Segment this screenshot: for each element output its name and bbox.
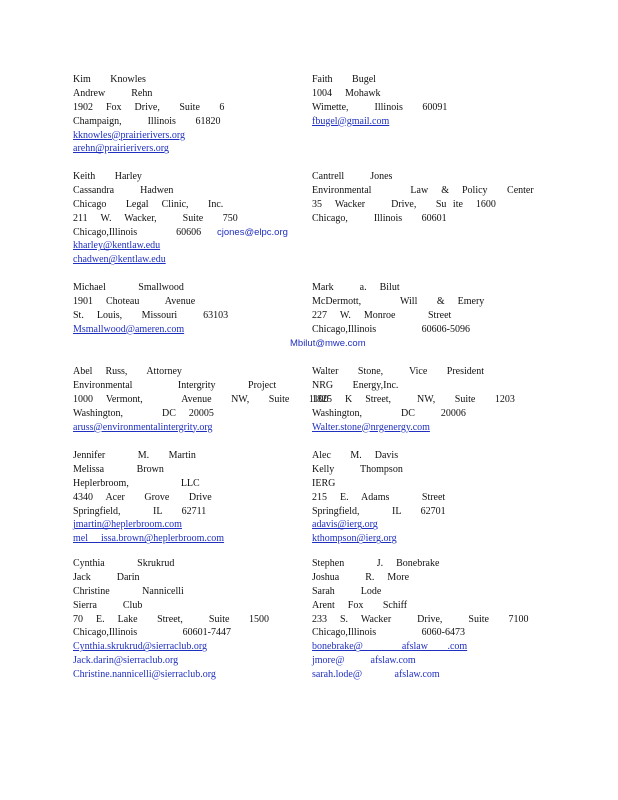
contact-city: Springfield, IL 62701 xyxy=(312,505,446,517)
email-link[interactable]: Cynthia.skrukrud@sierraclub.org xyxy=(73,641,207,653)
contact-name: Cantrell Jones xyxy=(312,171,393,182)
contact-block-stone xyxy=(312,365,562,434)
contact-organization: McDermott, Will & Emery xyxy=(312,295,485,307)
contact-city: Chicago,Illinois 6060-6473 xyxy=(312,627,465,639)
email-link[interactable]: Walter.stone@nrgenergy.com xyxy=(312,421,430,433)
contact-name: Joshua R. More xyxy=(312,571,410,583)
contact-address: 1000 Vermont, Avenue NW, Suite 1100 xyxy=(73,393,329,405)
contact-block-martin-brown xyxy=(73,449,323,546)
contact-address: 211 W. Wacker, Suite 750 xyxy=(73,212,238,224)
email-link[interactable]: Christine.nannicelli@sierraclub.org xyxy=(73,669,216,681)
contact-city: Chicago,Illinois 60601-7447 xyxy=(73,627,231,639)
contact-address: 1902 Fox Drive, Suite 6 xyxy=(73,101,225,113)
contact-organization: Chicago Legal Clinic, Inc. xyxy=(73,198,224,210)
contact-block-davis-thompson xyxy=(312,449,562,546)
contact-block-bilut xyxy=(312,281,562,337)
contact-address: 1825 K Street, NW, Suite 1203 xyxy=(312,393,515,405)
contact-organization: NRG Energy,Inc. xyxy=(312,379,399,391)
contact-city: Washington, DC 20005 xyxy=(73,407,214,419)
contact-name: Faith Bugel xyxy=(312,74,376,85)
contact-city: Wimette, Illinois 60091 xyxy=(312,101,448,113)
contact-name: Abel Russ, Attorney xyxy=(73,366,182,377)
email-link[interactable]: chadwen@kentlaw.edu xyxy=(73,254,166,266)
email-link[interactable]: Msmallwood@ameren.com xyxy=(73,323,185,335)
contact-address: 1901 Choteau Avenue xyxy=(73,295,196,307)
email-link[interactable]: kharley@kentlaw.edu xyxy=(73,240,161,252)
contact-name: Kim Knowles xyxy=(73,74,146,85)
contact-block-jones xyxy=(312,170,562,226)
contact-name: Mark a. Bilut xyxy=(312,282,400,293)
contact-name: Stephen J. Bonebrake xyxy=(312,558,440,569)
contact-city: Washington, DC 20006 xyxy=(312,407,466,419)
contact-city: St. Louis, Missouri 63103 xyxy=(73,309,229,321)
contact-address: 227 W. Monroe Street xyxy=(312,309,452,321)
contact-city: Chicago,Illinois 60606-5096 xyxy=(312,323,470,335)
contact-organization: IERG xyxy=(312,477,336,489)
contact-name: Christine Nannicelli xyxy=(73,585,184,597)
email-link[interactable]: mel issa.brown@heplerbroom.com xyxy=(73,533,225,545)
email-link[interactable]: kthompson@ierg.org xyxy=(312,533,397,545)
contact-block-bugel xyxy=(312,73,562,129)
email-link-jones[interactable]: cjones@elpc.org xyxy=(217,227,288,238)
contact-name: Walter Stone, Vice President xyxy=(312,366,484,377)
email-link[interactable]: jmartin@heplerbroom.com xyxy=(73,519,182,531)
contact-address: 233 S. Wacker Drive, Suite 7100 xyxy=(312,613,529,625)
contact-name: Cassandra Hadwen xyxy=(73,184,174,196)
email-link[interactable]: kknowles@prairierivers.org xyxy=(73,129,186,141)
contact-address: 35 Wacker Drive, Su ite 1600 xyxy=(312,198,496,210)
contact-name: Andrew Rehn xyxy=(73,87,153,99)
contact-address: 70 E. Lake Street, Suite 1500 xyxy=(73,613,269,625)
email-link[interactable]: adavis@ierg.org xyxy=(312,519,378,531)
contact-city: Champaign, Illinois 61820 xyxy=(73,115,221,127)
contact-organization: Heplerbroom, LLC xyxy=(73,477,200,489)
contact-block-sierra-club xyxy=(73,557,323,682)
email-link-bilut[interactable]: Mbilut@mwe.com xyxy=(290,338,366,349)
contact-organization: Environmental Intergrity Project xyxy=(73,379,277,391)
email-link[interactable]: fbugel@gmail.com xyxy=(312,115,390,127)
contact-address: 215 E. Adams Street xyxy=(312,491,446,503)
contact-name: Cynthia Skrukrud xyxy=(73,558,175,569)
contact-organization: Sierra Club xyxy=(73,599,143,611)
contact-block-russ xyxy=(73,365,329,434)
contact-organization: Environmental Law & Policy Center xyxy=(312,184,534,196)
contact-name: Melissa Brown xyxy=(73,463,164,475)
email-link[interactable]: arehn@prairierivers.org xyxy=(73,143,169,155)
contact-block-smallwood xyxy=(73,281,323,337)
contact-name: Michael Smallwood xyxy=(73,282,184,293)
email-link[interactable]: bonebrake@ afslaw .com xyxy=(312,641,468,653)
contact-block-knowles-rehn xyxy=(73,73,323,156)
email-link[interactable]: sarah.lode@ afslaw.com xyxy=(312,669,440,681)
contact-city: Chicago, Illinois 60601 xyxy=(312,212,447,224)
contact-name: Keith Harley xyxy=(73,171,142,182)
contact-name: Jennifer M. Martin xyxy=(73,450,196,461)
contact-address: 1004 Mohawk xyxy=(312,87,381,99)
email-link[interactable]: Jack.darin@sierraclub.org xyxy=(73,655,179,667)
contact-name: Sarah Lode xyxy=(312,585,382,597)
contact-name: Alec M. Davis xyxy=(312,450,399,461)
contact-block-harley-hadwen xyxy=(73,170,323,267)
email-link[interactable]: aruss@environmentalintergrity.org xyxy=(73,421,213,433)
contact-city: Chicago,Illinois 60606 xyxy=(73,226,202,238)
contact-name: Jack Darin xyxy=(73,571,140,583)
contact-city: Springfield, IL 62711 xyxy=(73,505,207,517)
contact-address: 4340 Acer Grove Drive xyxy=(73,491,212,503)
contact-name: Kelly Thompson xyxy=(312,463,403,475)
email-link[interactable]: jmore@ afslaw.com xyxy=(312,655,416,667)
contact-organization: Arent Fox Schiff xyxy=(312,599,408,611)
contact-block-arent-fox xyxy=(312,557,562,682)
